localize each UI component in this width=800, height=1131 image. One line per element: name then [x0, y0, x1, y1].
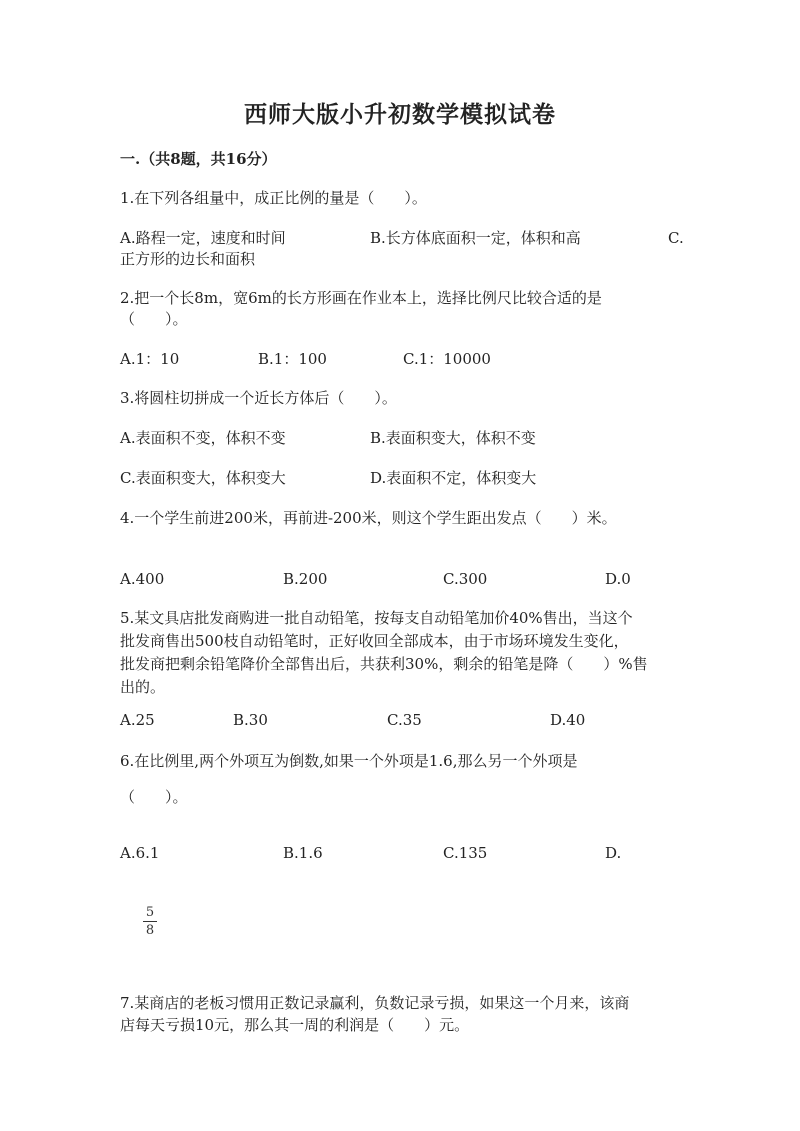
fraction-numerator: 5	[145, 905, 155, 920]
question-1-option-c-text: 正方形的边长和面积	[120, 250, 256, 268]
question-5-option-b: B.30	[233, 711, 268, 729]
question-1-option-a: A.路程一定，速度和时间	[120, 229, 286, 247]
question-1-option-c: C.	[668, 229, 684, 247]
question-3-stem: 3.将圆柱切拼成一个近长方体后（ ）。	[120, 389, 397, 407]
question-6-option-d-fraction	[143, 905, 157, 938]
question-5-stem-line-3: 批发商把剩余铅笔降价全部售出后，共获利30%，剩余的铅笔是降（ ）%售	[120, 655, 648, 673]
question-3-option-d: D.表面积不定，体积变大	[370, 469, 537, 487]
question-1-option-b: B.长方体底面积一定，体积和高	[370, 229, 581, 247]
question-6-option-b: B.1.6	[283, 844, 323, 862]
question-2-stem-line-1: 2.把一个长8m，宽6m的长方形画在作业本上，选择比例尺比较合适的是	[120, 289, 602, 307]
question-5-stem-line-2: 批发商售出500枝自动铅笔时，正好收回全部成本，由于市场环境发生变化，	[120, 632, 629, 650]
question-2-option-a: A.1：10	[120, 350, 180, 368]
question-3-option-a: A.表面积不变，体积不变	[120, 429, 286, 447]
question-4-option-d: D.0	[605, 570, 631, 588]
question-6-option-d: D.	[605, 844, 622, 862]
question-3-option-b: B.表面积变大，体积不变	[370, 429, 536, 447]
section-heading: 一.（共8题，共16分）	[120, 150, 277, 168]
question-1-stem: 1.在下列各组量中，成正比例的量是（ ）。	[120, 189, 427, 207]
question-5-option-a: A.25	[120, 711, 155, 729]
question-7-stem-line-2: 店每天亏损10元，那么其一周的利润是（ ）元。	[120, 1016, 470, 1034]
fraction-denominator: 8	[145, 923, 155, 938]
page-title: 西师大版小升初数学模拟试卷	[244, 101, 556, 128]
question-6-stem-line-2: （ ）。	[120, 788, 188, 806]
question-5-option-d: D.40	[550, 711, 586, 729]
question-5-stem-line-1: 5.某文具店批发商购进一批自动铅笔，按每支自动铅笔加价40%售出，当这个	[120, 609, 633, 627]
question-4-option-c: C.300	[443, 570, 488, 588]
question-5-option-c: C.35	[387, 711, 422, 729]
question-4-stem: 4.一个学生前进200米，再前进-200米，则这个学生距出发点（ ）米。	[120, 509, 617, 527]
question-2-stem-line-2: （ ）。	[120, 310, 188, 328]
question-6-option-a: A.6.1	[120, 844, 160, 862]
question-2-option-b: B.1：100	[258, 350, 327, 368]
question-6-option-c: C.135	[443, 844, 488, 862]
question-4-option-b: B.200	[283, 570, 328, 588]
question-6-stem-line-1: 6.在比例里,两个外项互为倒数,如果一个外项是1.6,那么另一个外项是	[120, 752, 578, 770]
question-7-stem-line-1: 7.某商店的老板习惯用正数记录赢利，负数记录亏损，如果这一个月来，该商	[120, 994, 630, 1012]
question-5-stem-line-4: 出的。	[120, 678, 166, 696]
question-2-option-c: C.1：10000	[403, 350, 491, 368]
question-4-option-a: A.400	[120, 570, 165, 588]
fraction-bar	[143, 921, 157, 922]
question-3-option-c: C.表面积变大，体积变大	[120, 469, 286, 487]
